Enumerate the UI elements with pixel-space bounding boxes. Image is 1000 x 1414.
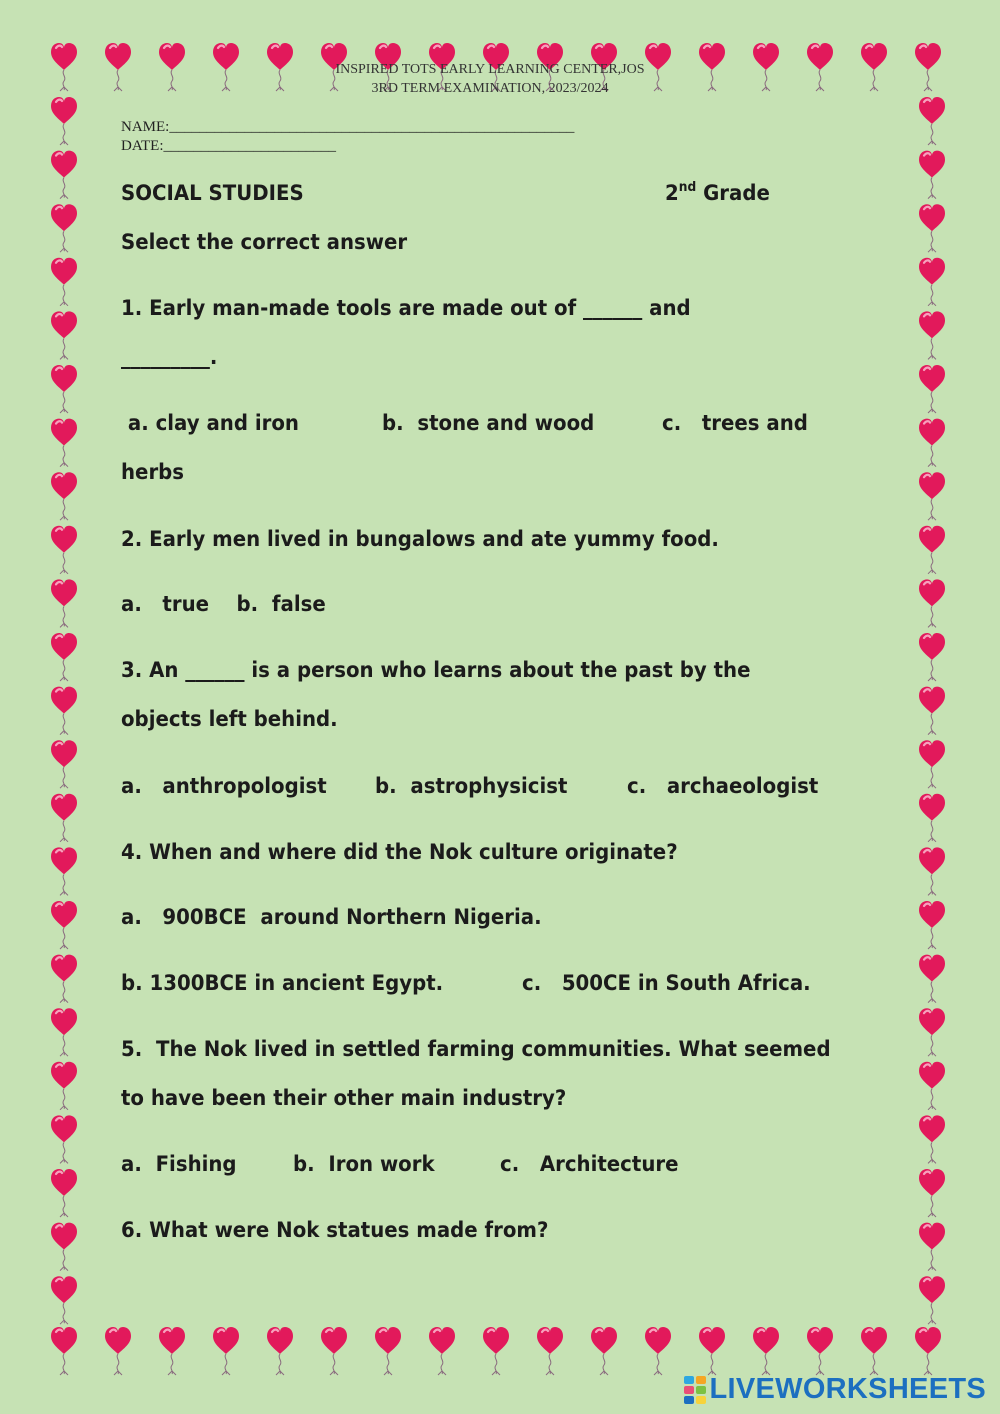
heart-balloon-icon: [51, 633, 77, 681]
heart-balloon-icon: [919, 1062, 945, 1110]
question-2-options[interactable]: a. true b. false: [121, 592, 326, 616]
heart-balloon-icon: [51, 526, 77, 574]
question-1-option-c[interactable]: c. trees and: [662, 411, 808, 435]
question-3-text: 3. An ______ is a person who learns about the past by the: [121, 658, 751, 682]
heart-balloon-icon: [51, 901, 77, 949]
liveworksheets-logo-icon: [684, 1376, 706, 1404]
heart-balloon-icon: [51, 419, 77, 467]
heart-balloon-icon: [51, 579, 77, 627]
heart-balloon-icon: [919, 1115, 945, 1163]
question-5-text: 5. The Nok lived in settled farming communities. What seemed: [121, 1037, 831, 1061]
question-1-option-c-cont[interactable]: herbs: [121, 460, 185, 484]
heart-balloon-icon: [919, 419, 945, 467]
grade-suffix: nd: [678, 180, 697, 195]
question-3-option-c[interactable]: c. archaeologist: [627, 774, 819, 798]
heart-balloon-icon: [51, 472, 77, 520]
heart-balloon-icon: [919, 794, 945, 842]
heart-balloon-icon: [919, 258, 945, 306]
question-1-option-b[interactable]: b. stone and wood: [382, 411, 595, 435]
question-4-option-a[interactable]: a. 900BCE around Northern Nigeria.: [121, 905, 542, 929]
heart-balloon-icon: [105, 1327, 131, 1375]
heart-balloon-icon: [51, 955, 77, 1003]
heart-balloon-icon: [591, 1327, 617, 1375]
heart-balloon-icon: [51, 1327, 77, 1375]
heart-balloon-icon: [429, 1327, 455, 1375]
question-3-option-a[interactable]: a. anthropologist: [121, 774, 327, 798]
heart-balloon-icon: [919, 204, 945, 252]
heart-balloon-icon: [753, 1327, 779, 1375]
heart-balloon-icon: [919, 579, 945, 627]
question-6-text: 6. What were Nok statues made from?: [121, 1218, 549, 1242]
question-3-text-cont: objects left behind.: [121, 707, 338, 731]
question-2-text: 2. Early men lived in bungalows and ate yummy food.: [121, 527, 719, 551]
question-1-text: 1. Early man-made tools are made out of ______ and: [121, 296, 691, 320]
question-1-option-a[interactable]: a. clay and iron: [121, 411, 299, 435]
heart-balloon-icon: [919, 955, 945, 1003]
heart-balloon-icon: [919, 311, 945, 359]
grade-label: [665, 180, 770, 206]
heart-balloon-icon: [919, 687, 945, 735]
heart-balloon-icon: [321, 1327, 347, 1375]
heart-balloon-icon: [51, 365, 77, 413]
heart-balloon-icon: [51, 794, 77, 842]
heart-balloon-icon: [915, 1327, 941, 1375]
date-field[interactable]: DATE:_______________________: [121, 138, 336, 154]
subject-title: SOCIAL STUDIES: [121, 181, 304, 205]
heart-balloon-icon: [51, 847, 77, 895]
heart-balloon-icon: [213, 1327, 239, 1375]
heart-balloon-icon: [51, 204, 77, 252]
heart-balloon-icon: [51, 258, 77, 306]
heart-balloon-icon: [807, 1327, 833, 1375]
heart-balloon-icon: [919, 365, 945, 413]
heart-balloon-icon: [267, 1327, 293, 1375]
heart-balloon-icon: [699, 1327, 725, 1375]
heart-balloon-icon: [51, 740, 77, 788]
heart-balloon-icon: [919, 97, 945, 145]
heart-balloon-icon: [483, 1327, 509, 1375]
heart-balloon-icon: [51, 151, 77, 199]
question-3-option-b[interactable]: b. astrophysicist: [375, 774, 568, 798]
heart-balloon-icon: [919, 151, 945, 199]
heart-balloon-icon: [919, 1008, 945, 1056]
heart-balloon-icon: [51, 1062, 77, 1110]
heart-balloon-icon: [919, 901, 945, 949]
heart-balloon-icon: [919, 1223, 945, 1271]
exam-title: 3RD TERM EXAMINATION, 2023/2024: [371, 81, 609, 96]
heart-balloon-icon: [645, 1327, 671, 1375]
heart-balloon-icon: [51, 1008, 77, 1056]
heart-balloon-icon: [919, 1276, 945, 1324]
question-4-text: 4. When and where did the Nok culture originate?: [121, 840, 678, 864]
heart-balloon-icon: [919, 1169, 945, 1217]
question-1-text-cont: _________.: [121, 345, 218, 369]
heart-balloon-icon: [919, 847, 945, 895]
liveworksheets-watermark[interactable]: [684, 1373, 987, 1406]
school-name: INSPIRED TOTS EARLY LEARNING CENTER,JOS: [335, 62, 645, 77]
heart-balloon-icon: [861, 1327, 887, 1375]
name-field[interactable]: NAME:______________________________________________________: [121, 119, 575, 135]
heart-balloon-icon: [51, 311, 77, 359]
heart-balloon-icon: [51, 1169, 77, 1217]
question-4-option-c[interactable]: c. 500CE in South Africa.: [522, 971, 811, 995]
grade-number: 2: [665, 181, 679, 205]
question-4-option-b[interactable]: b. 1300BCE in ancient Egypt.: [121, 971, 444, 995]
heart-balloon-icon: [919, 526, 945, 574]
question-5-option-a[interactable]: a. Fishing: [121, 1152, 237, 1176]
instruction: Select the correct answer: [121, 230, 408, 254]
heart-balloon-icon: [919, 472, 945, 520]
heart-balloon-icon: [51, 687, 77, 735]
heart-balloon-icon: [51, 1115, 77, 1163]
question-5-option-b[interactable]: b. Iron work: [293, 1152, 435, 1176]
heart-balloon-icon: [537, 1327, 563, 1375]
question-5-option-c[interactable]: c. Architecture: [500, 1152, 679, 1176]
question-5-text-cont: to have been their other main industry?: [121, 1086, 567, 1110]
liveworksheets-logo-text: LIVEWORKSHEETS: [709, 1373, 986, 1405]
heart-balloon-icon: [919, 633, 945, 681]
heart-balloon-icon: [375, 1327, 401, 1375]
heart-balloon-icon: [51, 1223, 77, 1271]
grade-word: Grade: [696, 181, 770, 205]
heart-balloon-icon: [51, 97, 77, 145]
heart-balloon-icon: [51, 1276, 77, 1324]
heart-balloon-icon: [159, 1327, 185, 1375]
heart-balloon-icon: [919, 740, 945, 788]
